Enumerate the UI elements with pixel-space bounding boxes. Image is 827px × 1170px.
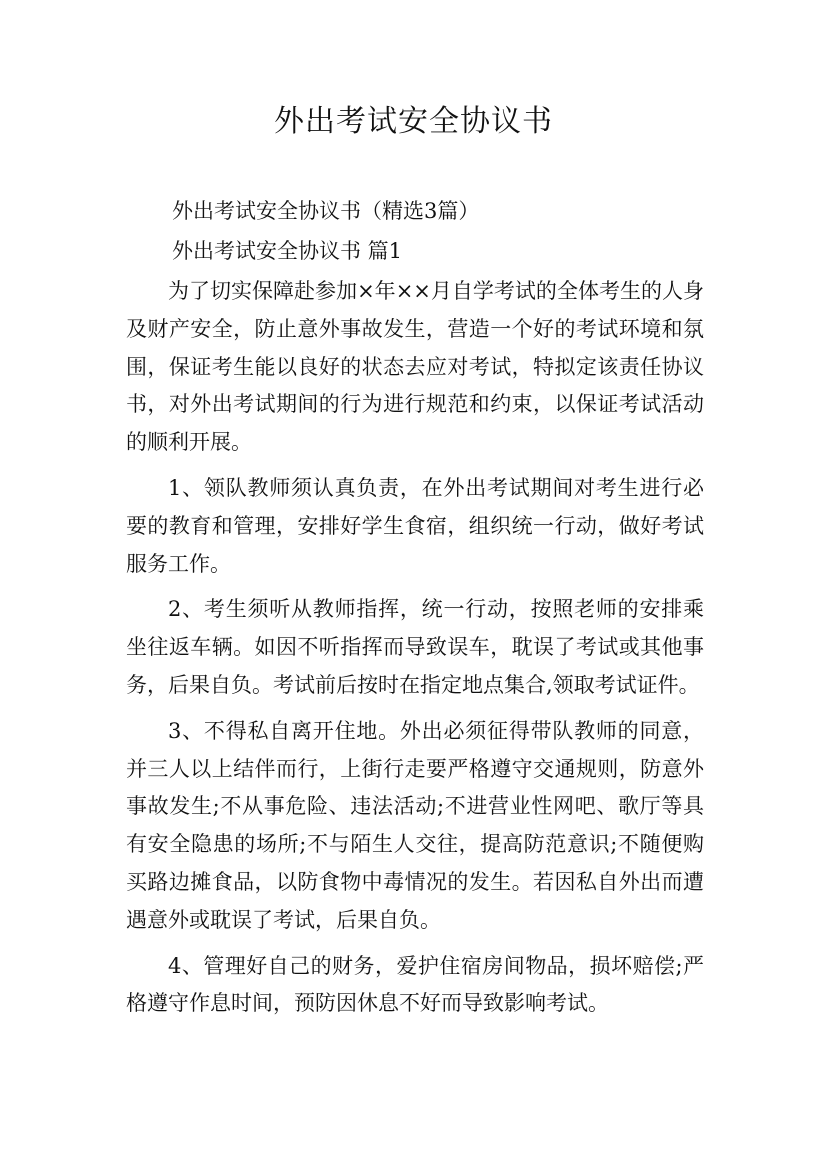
clause-4-paragraph: 4、管理好自己的财务，爱护住宿房间物品，损坏赔偿;严格遵守作息时间，预防因休息不好而导致影响考试。: [126, 953, 704, 1016]
document-body: [126, 273, 704, 1023]
document-subtitle: 外出考试安全协议书（精选3篇）: [172, 199, 480, 223]
section-heading: 外出考试安全协议书 篇1: [172, 239, 403, 263]
clause-3-paragraph: 3、不得私自离开住地。外出必须征得带队教师的同意，并三人以上结伴而行，上街行走要严格遵守交通规则，防意外事故发生;不从事危险、违法活动;不进营业性网吧、歌厅等具有安全隐患的场所;不与陌生人交往，提高防范意识;不随便购买路边摊食品，以防食物中毒情况的发生。若因私自外出而遭遇意外或耽误了考试，后果自负。: [126, 718, 704, 932]
clause-2-paragraph: 2、考生须听从教师指挥，统一行动，按照老师的安排乘坐往返车辆。如因不听指挥而导致误车，耽误了考试或其他事务，后果自负。考试前后按时在指定地点集合,领取考试证件。: [126, 597, 704, 697]
document-title: 外出考试安全协议书: [274, 104, 553, 139]
intro-paragraph: 为了切实保障赴参加×年××月自学考试的全体考生的人身及财产安全，防止意外事故发生，营造一个好的考试环境和氛围，保证考生能以良好的状态去应对考试，特拟定该责任协议书，对外出考试期间的行为进行规范和约束，以保证考试活动的顺利开展。: [126, 279, 704, 455]
clause-1-paragraph: 1、领队教师须认真负责，在外出考试期间对考生进行必要的教育和管理，安排好学生食宿，组织统一行动，做好考试服务工作。: [126, 475, 704, 576]
